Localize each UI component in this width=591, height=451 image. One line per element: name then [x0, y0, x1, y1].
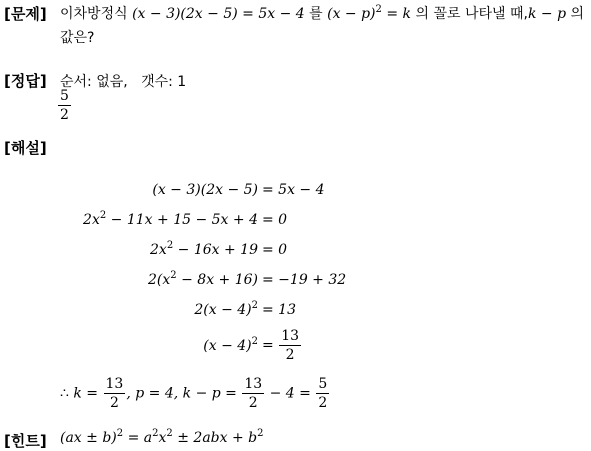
- problem-prefix: 이차방정식: [60, 6, 128, 22]
- problem-equation: (x − 3)(2x − 5) = 5x − 4: [132, 6, 305, 22]
- problem-line-2: 값은?: [60, 30, 95, 46]
- therefore-symbol: ∴: [60, 385, 69, 402]
- problem-line-1: [60, 3, 584, 23]
- problem-end: 의: [570, 6, 585, 22]
- answer-meta: [60, 71, 186, 91]
- answer-fraction: $\frac{5}{2}$: [60, 88, 69, 123]
- solution-step-6: $(x - 4)^2$ = $\frac{13}{2}$: [203, 328, 300, 363]
- answer-count: 갯수: 1: [141, 74, 187, 90]
- hint-formula: $(ax \pm b)^2 = a^2x^2 \pm 2abx + b^2$: [60, 428, 264, 446]
- problem-target: k − p: [527, 6, 567, 22]
- solution-conclusion: ∴ k = $\frac{13}{2}$ , p = 4, k − p = $\frac{13}{2}$ − 4 = $\frac{5}{2}$: [60, 376, 328, 411]
- hint-label: [힌트]: [4, 432, 47, 450]
- result-fraction: $\frac{5}{2}$: [318, 376, 328, 411]
- answer-order: 순서: 없음,: [60, 74, 128, 90]
- kp-fraction: $\frac{13}{2}$: [244, 376, 263, 411]
- k-fraction: $\frac{13}{2}$: [105, 376, 124, 411]
- answer-label: [정답]: [4, 72, 47, 90]
- explanation-label: [해설]: [4, 139, 47, 157]
- problem-label: [문제]: [4, 5, 47, 23]
- problem-particle: 를: [309, 6, 323, 22]
- problem-middle: 의 꼴로 나타낼 때,: [415, 6, 528, 22]
- problem-form: $(x - p)^2 = k$: [327, 4, 412, 22]
